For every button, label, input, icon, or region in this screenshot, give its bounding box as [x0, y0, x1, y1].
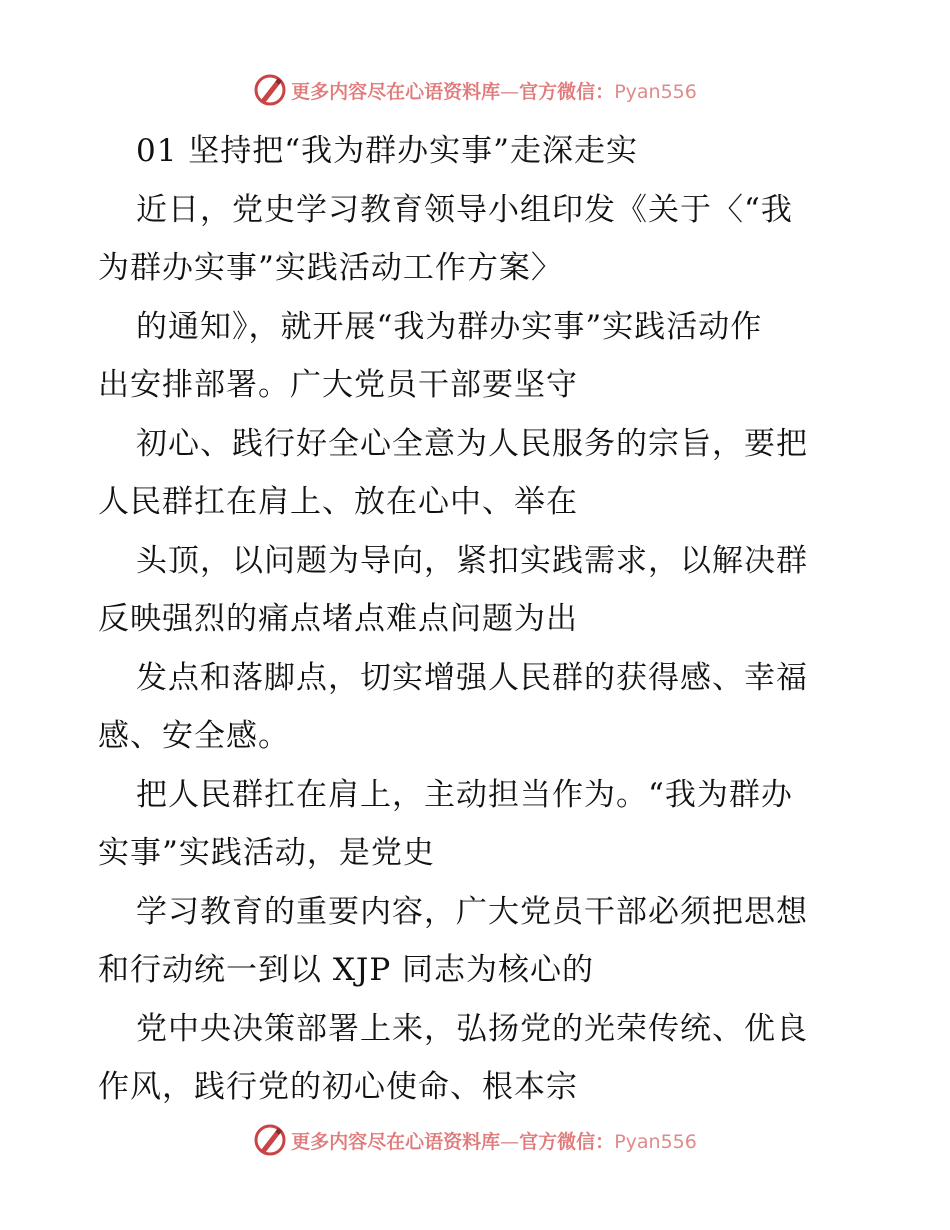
document-body [98, 122, 858, 1117]
text-line: 实事”实践活动，是党史 [98, 835, 435, 871]
text-line: 人民群扛在肩上、放在心中、举在 [98, 484, 578, 520]
header-watermark [0, 70, 950, 110]
watermark-text [291, 77, 697, 104]
watermark-main-text: 更多内容尽在心语资料库 [291, 80, 501, 103]
watermark-separator: — [500, 1130, 520, 1153]
text-line: 和行动统一到以 XJP 同志为核心的 [98, 952, 595, 988]
text-line: 的通知》，就开展“我为群办实事”实践活动作 [136, 308, 763, 345]
red-pen-circle-logo-icon [253, 1123, 287, 1157]
text-line: 初心、践行好全心全意为人民服务的宗旨，要把 [136, 425, 808, 462]
text-line: 发点和落脚点，切实增强人民群的获得感、幸福 [136, 659, 808, 696]
watermark-text [291, 1127, 697, 1154]
red-pen-circle-logo-icon [253, 73, 287, 107]
watermark-main-text: 更多内容尽在心语资料库 [291, 1130, 501, 1153]
text-line: 党中央决策部署上来，弘扬党的光荣传统、优良 [136, 1010, 808, 1047]
text-line: 反映强烈的痛点堵点难点问题为出 [98, 601, 578, 637]
text-line: 学习教育的重要内容，广大党员干部必须把思想 [136, 893, 808, 930]
watermark-wechat-label: 官方微信： [519, 80, 615, 103]
text-line: 为群办实事”实践活动工作方案〉 [98, 250, 563, 286]
watermark-wechat-id: Pyan556 [614, 80, 697, 103]
text-line: 作风，践行党的初心使命、根本宗 [98, 1069, 578, 1105]
text-line: 感、安全感。 [98, 718, 290, 754]
watermark-wechat-label: 官方微信： [519, 1130, 615, 1153]
footer-watermark [0, 1120, 950, 1160]
text-line: 把人民群扛在肩上，主动担当作为。“我为群办 [136, 776, 793, 813]
text-line: 头顶，以问题为导向，紧扣实践需求，以解决群 [136, 542, 808, 579]
text-line: 近日，党史学习教育领导小组印发《关于〈“我 [136, 191, 793, 228]
watermark-separator: — [500, 80, 520, 103]
text-line: 01 坚持把“我为群办实事”走深走实 [136, 133, 638, 169]
text-line: 出安排部署。广大党员干部要坚守 [98, 367, 578, 403]
watermark-wechat-id: Pyan556 [614, 1130, 697, 1153]
